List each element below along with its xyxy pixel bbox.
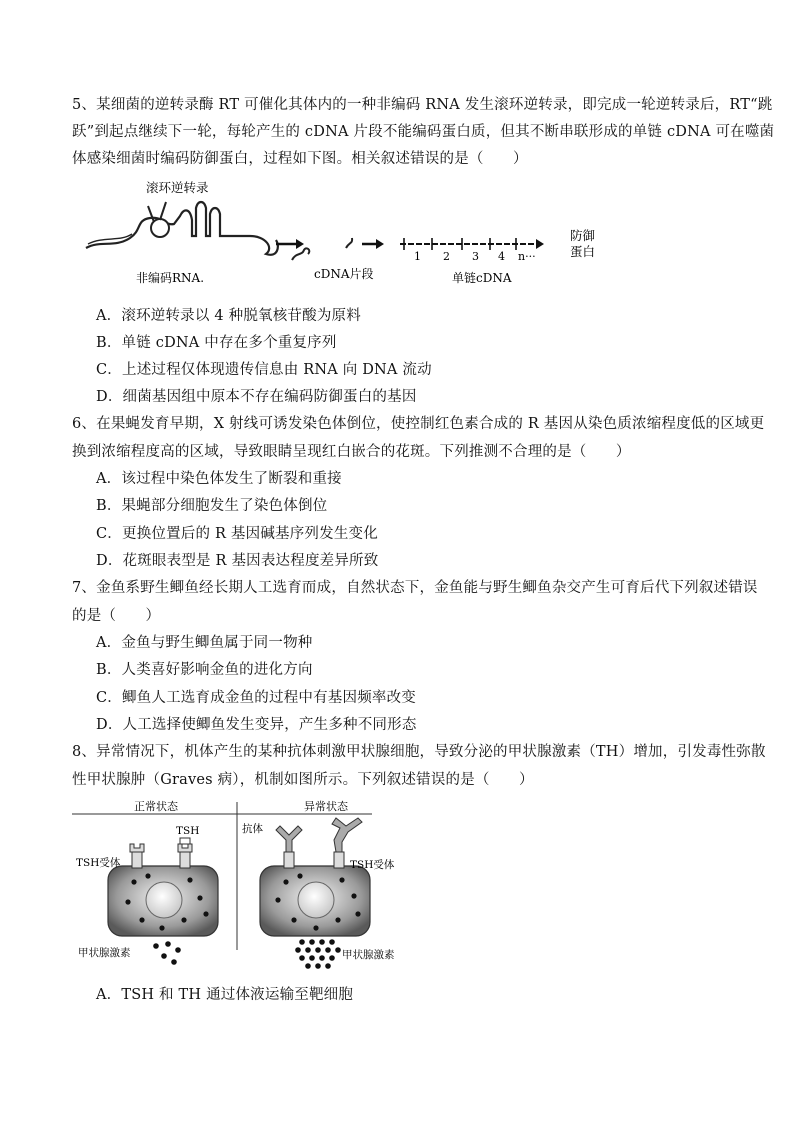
- single-strand-cdna-label: 单链cDNA: [452, 271, 512, 285]
- q5-option-b: B．单链 cDNA 中存在多个重复序列: [96, 335, 337, 351]
- cdna-fragment-shape: [292, 248, 309, 260]
- q6-option-a: A．该过程中染色体发生了断裂和重接: [96, 471, 342, 487]
- q5-stem-line-3: 体感染细菌时编码防御蛋白，过程如下图。相关叙述错误的是（ ）: [72, 151, 528, 167]
- tsh-receptor-label-right: TSH受体: [350, 859, 395, 871]
- antibody-left: [276, 826, 302, 852]
- figure-title: 滚环逆转录: [146, 180, 209, 195]
- q7-stem-line-1: 7、金鱼系野生鲫鱼经长期人工选育而成，自然状态下，金鱼能与野生鲫鱼杂交产生可育后代下列叙述错误: [72, 580, 758, 596]
- tsh-receptor-label-left: TSH受体: [76, 857, 121, 869]
- q5-stem-line-1: 5、某细菌的逆转录酶 RT 可催化其体内的一种非编码 RNA 发生滚环逆转录，即完成一轮逆转录后，RT“跳: [72, 97, 773, 113]
- antibody-right: [332, 818, 362, 852]
- defense-protein-label-2: 蛋白: [570, 244, 596, 259]
- defense-protein-label-1: 防御: [570, 228, 596, 243]
- q5-option-d: D．细菌基因组中原本不存在编码防御蛋白的基因: [96, 389, 417, 405]
- normal-state-title: 正常状态: [134, 800, 178, 813]
- noncoding-rna-label: 非编码RNA.: [136, 271, 205, 285]
- segment-label-3: 3: [472, 250, 479, 263]
- abnormal-state-title: 异常状态: [304, 800, 348, 813]
- q5-rolling-circle-figure: [70, 178, 630, 290]
- q6-option-b: B．果蝇部分细胞发生了染色体倒位: [96, 498, 328, 514]
- q6-option-d: D．花斑眼表型是 R 基因表达程度差异所致: [96, 553, 379, 569]
- tsh-molecule: [180, 838, 190, 844]
- q6-option-c: C．更换位置后的 R 基因碱基序列发生变化: [96, 526, 378, 542]
- q8-graves-figure: [72, 796, 412, 974]
- q7-option-d: D．人工选择使鲫鱼发生变异，产生多种不同形态: [96, 717, 417, 733]
- thyroid-hormone-label-left: 甲状腺激素: [78, 947, 131, 959]
- q5-option-c: C．上述过程仅体现遗传信息由 RNA 向 DNA 流动: [96, 362, 432, 378]
- segment-label-1: 1: [414, 250, 421, 263]
- segment-label-4: 4: [498, 250, 505, 263]
- segment-label-2: 2: [443, 250, 450, 263]
- q5-stem-line-2: 跃”到起点继续下一轮，每轮产生的 cDNA 片段不能编码蛋白质，但其不断串联形成的单链 cDNA 可在噬菌: [72, 124, 775, 140]
- cdna-fragment-label: cDNA片段: [314, 267, 374, 281]
- q5-option-a: A．滚环逆转录以 4 种脱氧核苷酸为原料: [96, 308, 361, 324]
- thyroid-hormone-label-right: 甲状腺激素: [342, 949, 395, 961]
- antibody-label: 抗体: [242, 823, 263, 835]
- tsh-label: TSH: [176, 825, 200, 837]
- q8-option-a: A．TSH 和 TH 通过体液运输至靶细胞: [96, 987, 354, 1003]
- q6-stem-line-1: 6、在果蝇发育早期，X 射线可诱发染色体倒位，使控制红色素合成的 R 基因从染色质浓缩程度低的区域更: [72, 416, 765, 432]
- q6-stem-line-2: 换到浓缩程度高的区域，导致眼睛呈现红白嵌合的花斑。下列推测不合理的是（ ）: [72, 444, 631, 460]
- segment-label-n: n···: [518, 250, 536, 263]
- noncoding-rna-shape: [86, 202, 278, 255]
- q8-stem-line-1: 8、异常情况下，机体产生的某种抗体刺激甲状腺细胞，导致分泌的甲状腺激素（TH）增加，引发毒性弥散: [72, 744, 766, 760]
- q7-option-c: C．鲫鱼人工选育成金鱼的过程中有基因频率改变: [96, 690, 416, 706]
- q7-option-b: B．人类喜好影响金鱼的进化方向: [96, 662, 313, 678]
- q7-option-a: A．金鱼与野生鲫鱼属于同一物种: [96, 635, 313, 651]
- q8-stem-line-2: 性甲状腺肿（Graves 病），机制如图所示。下列叙述错误的是（ ）: [72, 772, 534, 788]
- q7-stem-line-2: 的是（ ）: [72, 608, 161, 624]
